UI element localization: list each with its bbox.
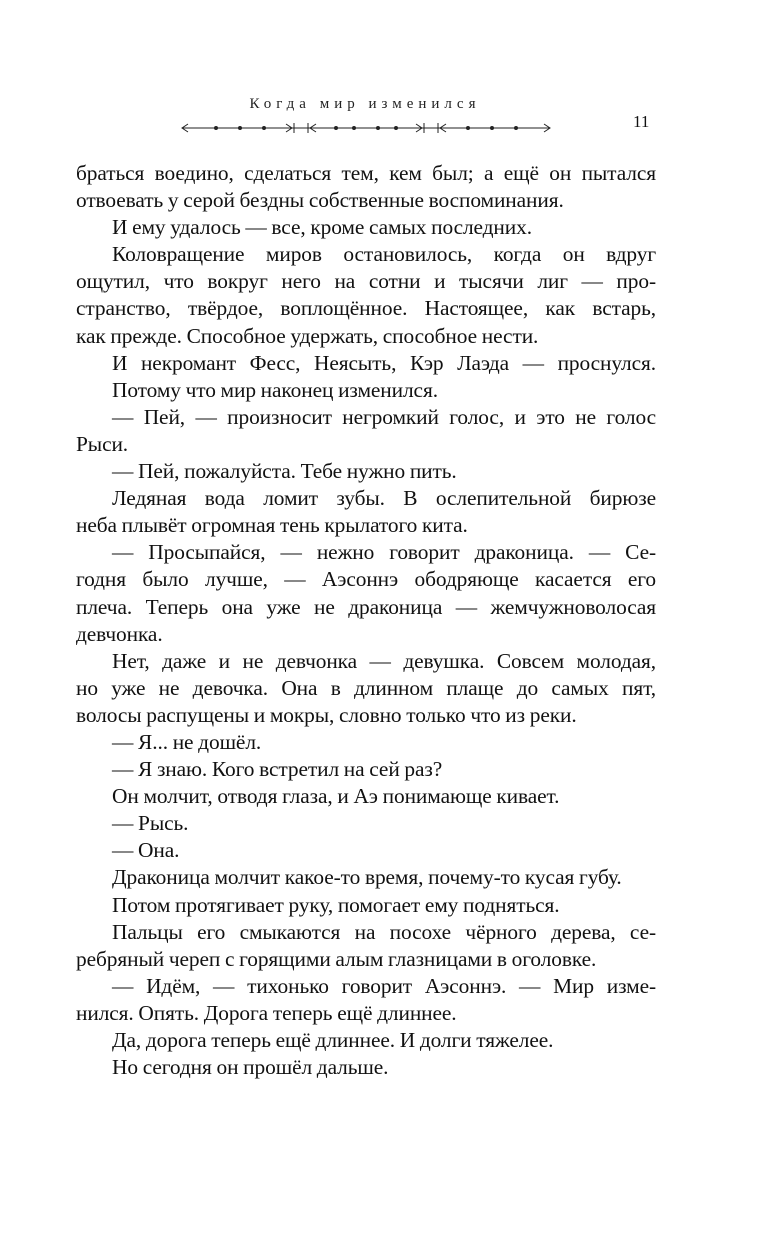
text-line: — Просыпайся, — нежно говорит драконица. — Се- [112, 540, 656, 565]
text-line: ощутил, что вокруг него на сотни и тысячи лиг — про- [76, 269, 656, 294]
text-line: Драконица молчит какое-то время, почему-то кусая губу. [112, 865, 622, 890]
text-line: отвоевать у серой бездны собственные воспоминания. [76, 188, 564, 213]
text-line: неба плывёт огромная тень крылатого кита. [76, 513, 468, 538]
text-line: — Рысь. [112, 811, 189, 836]
text-line: — Идём, — тихонько говорит Аэсоннэ. — Мир изме- [112, 973, 656, 998]
text-line: Пальцы его смыкаются на посохе чёрного дерева, се- [112, 919, 656, 944]
text-line: Коловращение миров остановилось, когда он вдруг [112, 242, 656, 267]
running-title: Когда мир изменился [249, 96, 481, 112]
text-line: Но сегодня он прошёл дальше. [112, 1055, 389, 1080]
text-line: волосы распущены и мокры, словно только что из реки. [76, 702, 577, 727]
text-line: И ему удалось — все, кроме самых последних. [112, 215, 532, 240]
text-line: странство, твёрдое, воплощённое. Настоящее, как встарь, [76, 296, 656, 321]
text-line: Ледяная вода ломит зубы. В ослепительной бирюзе [112, 486, 656, 511]
text-line: как прежде. Способное удержать, способное нести. [76, 323, 539, 348]
text-line: девчонка. [76, 621, 163, 646]
text-line: — Пей, — произносит негромкий голос, и это не голос [112, 404, 656, 429]
text-line: но уже не девочка. Она в длинном плаще до самых пят, [76, 675, 656, 700]
text-line: ребряный череп с горящими алым глазницами в оголовке. [76, 946, 597, 971]
text-line: Да, дорога теперь ещё длиннее. И долги тяжелее. [112, 1028, 554, 1052]
header-ornament [180, 118, 552, 138]
text-line: Он молчит, отводя глаза, и Аэ понимающе кивает. [112, 784, 560, 809]
text-line: плеча. Теперь она уже не драконица — жемчужноволосая [76, 594, 656, 619]
text-line: годня было лучше, — Аэсоннэ ободряюще касается его [76, 567, 656, 592]
text-line: нился. Опять. Дорога теперь ещё длиннее. [76, 1000, 457, 1025]
text-line: Потом протягивает руку, помогает ему подняться. [112, 892, 560, 917]
text-line: — Я знаю. Кого встретил на сей раз? [112, 757, 443, 782]
text-line: — Я... не дошёл. [112, 729, 262, 754]
page-number: 11 [633, 112, 650, 131]
text-line: Потому что мир наконец изменился. [112, 377, 438, 402]
text-line: браться воедино, сделаться тем, кем был; а ещё он пытался [76, 161, 656, 185]
text-line: И некромант Фесс, Неясыть, Кэр Лаэда — проснулся. [112, 350, 656, 375]
text-line: — Пей, пожалуйста. Тебе нужно пить. [112, 459, 457, 484]
body-text [76, 160, 656, 1081]
text-line: — Она. [112, 838, 180, 863]
text-line: Рыси. [76, 431, 129, 456]
text-line: Нет, даже и не девчонка — девушка. Совсем молодая, [112, 648, 656, 673]
